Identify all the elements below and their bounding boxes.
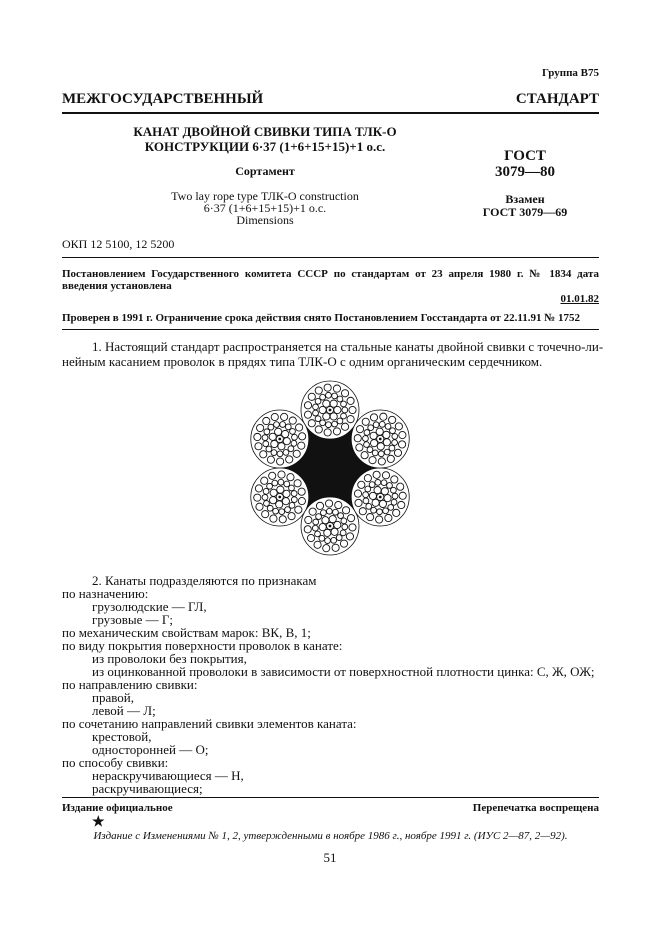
wire bbox=[334, 521, 341, 528]
decree-rule bbox=[62, 329, 599, 330]
wire bbox=[334, 406, 341, 413]
wire bbox=[379, 421, 385, 427]
wire bbox=[308, 393, 315, 400]
wire bbox=[395, 423, 402, 430]
wire bbox=[342, 524, 348, 530]
wire bbox=[313, 410, 319, 416]
wire bbox=[280, 422, 286, 428]
list-heading-lay-direction: по направлению свивки: bbox=[62, 677, 198, 692]
reprint-prohibited: Перепечатка воспрещена bbox=[472, 802, 599, 814]
strand-center bbox=[278, 496, 281, 499]
list-item-zinc: из оцинкованной проволоки в зависимости от поверхностной плотности цинка: С, Ж, ОЖ; bbox=[92, 664, 595, 679]
wire bbox=[378, 458, 385, 465]
wire bbox=[262, 435, 268, 441]
wire bbox=[369, 457, 376, 464]
wire bbox=[267, 456, 274, 463]
wire bbox=[285, 507, 291, 513]
wire bbox=[283, 450, 289, 456]
list-item-lang: односторонней — О; bbox=[92, 742, 209, 757]
wire bbox=[319, 406, 326, 413]
wire bbox=[354, 435, 361, 442]
wire bbox=[291, 491, 297, 497]
wire bbox=[304, 411, 311, 418]
wire bbox=[380, 413, 387, 420]
wire bbox=[324, 429, 331, 436]
wire bbox=[257, 424, 264, 431]
wire bbox=[382, 472, 389, 479]
wire bbox=[383, 431, 390, 438]
wire bbox=[326, 422, 332, 428]
wire bbox=[281, 413, 288, 420]
wire bbox=[372, 499, 379, 506]
wire bbox=[347, 397, 354, 404]
strand-center bbox=[379, 438, 382, 441]
wire bbox=[295, 424, 302, 431]
wire bbox=[274, 422, 280, 428]
wire bbox=[367, 513, 374, 520]
wire bbox=[359, 508, 366, 515]
wire bbox=[342, 407, 348, 413]
okp-rule bbox=[62, 257, 599, 258]
wire bbox=[374, 487, 381, 494]
wire bbox=[287, 474, 294, 481]
wire bbox=[373, 471, 380, 478]
wire bbox=[392, 434, 398, 440]
wire bbox=[255, 443, 262, 450]
wire bbox=[347, 515, 354, 522]
wire bbox=[295, 506, 302, 513]
decree-text-line-2: введения установлена bbox=[62, 280, 172, 292]
list-heading-mechanical: по механическим свойствам марок: ВК, В, 1; bbox=[62, 625, 311, 640]
wire bbox=[313, 519, 319, 525]
wire bbox=[384, 495, 391, 502]
wire bbox=[332, 544, 339, 551]
strand-center bbox=[329, 409, 332, 412]
wire bbox=[373, 422, 379, 428]
list-item-no-coating: из проволоки без покрытия, bbox=[92, 651, 247, 666]
wire bbox=[356, 444, 363, 451]
wire bbox=[388, 505, 394, 511]
wire bbox=[298, 488, 305, 495]
english-title-line-1: Two lay rope type ТЛК-О construction bbox=[171, 189, 359, 203]
wire bbox=[330, 413, 337, 420]
wire bbox=[269, 497, 276, 504]
wire bbox=[320, 394, 326, 400]
wire bbox=[384, 449, 390, 455]
wire bbox=[378, 451, 384, 457]
wire bbox=[391, 476, 398, 483]
wire bbox=[390, 428, 396, 434]
rope-strands bbox=[251, 381, 409, 555]
list-heading-lay-combination: по сочетанию направлений свивки элементов каната: bbox=[62, 716, 357, 731]
wire bbox=[325, 500, 332, 507]
wire bbox=[331, 528, 338, 535]
gost-number: 3079—80 bbox=[495, 164, 555, 180]
list-item-right: правой, bbox=[92, 690, 134, 705]
wire bbox=[313, 404, 319, 410]
wire bbox=[347, 416, 354, 423]
wire bbox=[363, 436, 369, 442]
wire bbox=[264, 501, 270, 507]
wire bbox=[266, 446, 272, 452]
wire bbox=[333, 428, 340, 435]
paragraph-1-line-2: нейным касанием проволок в прядях типа ТЛК-О с одним органическим сердечником. bbox=[62, 354, 543, 369]
wire bbox=[298, 442, 305, 449]
wire bbox=[298, 497, 305, 504]
wire bbox=[294, 480, 301, 487]
wire bbox=[335, 501, 342, 508]
wire bbox=[255, 485, 262, 492]
wire bbox=[342, 507, 349, 514]
wire bbox=[261, 477, 268, 484]
list-item-g: грузовые — Г; bbox=[92, 612, 173, 627]
paragraph-1-line-1: 1. Настоящий стандарт распространяется на стальные канаты двойной свивки с точечно-ли- bbox=[92, 339, 604, 354]
wire bbox=[326, 392, 332, 398]
wire bbox=[282, 498, 289, 505]
wire bbox=[331, 537, 337, 543]
wire bbox=[340, 540, 347, 547]
wire bbox=[362, 418, 369, 425]
group-code: Группа В75 bbox=[541, 67, 599, 79]
sortament-label: Сортамент bbox=[235, 164, 295, 178]
gost-label: ГОСТ bbox=[504, 148, 546, 164]
wire bbox=[260, 451, 267, 458]
wire bbox=[389, 416, 396, 423]
wire bbox=[269, 472, 276, 479]
wire bbox=[315, 531, 321, 537]
strand-center bbox=[329, 525, 332, 528]
wire bbox=[376, 428, 383, 435]
wire bbox=[370, 414, 377, 421]
wire bbox=[333, 509, 339, 515]
wire bbox=[349, 524, 356, 531]
wire bbox=[267, 483, 273, 489]
list-heading-coating: по виду покрытия поверхности проволок в канате: bbox=[62, 638, 343, 653]
wire bbox=[376, 516, 383, 523]
wire bbox=[289, 417, 296, 424]
strand-center bbox=[278, 438, 281, 441]
wire bbox=[392, 440, 398, 446]
wire bbox=[325, 538, 331, 544]
wire bbox=[315, 426, 322, 433]
wire bbox=[292, 434, 298, 440]
wire bbox=[377, 509, 383, 515]
wire bbox=[324, 384, 331, 391]
english-title-line-3: Dimensions bbox=[236, 213, 294, 227]
wire bbox=[383, 439, 390, 446]
decree-text-line-1: Постановлением Государственного комитета СССР по стандартам от 23 апреля 1980 г. № 1834 дата bbox=[62, 268, 599, 280]
wire bbox=[254, 494, 261, 501]
wire bbox=[262, 495, 268, 501]
wire bbox=[315, 387, 322, 394]
wire bbox=[319, 523, 326, 530]
wire bbox=[355, 499, 362, 506]
wire bbox=[363, 498, 369, 504]
wire bbox=[314, 541, 321, 548]
list-item-gl: грузолюдские — ГЛ, bbox=[92, 599, 207, 614]
wire bbox=[332, 393, 338, 399]
wire bbox=[308, 420, 315, 427]
rope-cross-section-figure bbox=[240, 373, 420, 563]
strand-center bbox=[379, 496, 382, 499]
wire bbox=[340, 530, 346, 536]
wire bbox=[341, 401, 347, 407]
instead-label: Взамен bbox=[505, 192, 545, 206]
wire bbox=[288, 513, 295, 520]
wire bbox=[304, 402, 311, 409]
wire bbox=[270, 489, 277, 496]
footer-rule bbox=[62, 797, 599, 798]
official-edition: Издание официальное bbox=[62, 802, 173, 814]
wire bbox=[263, 488, 269, 494]
wire bbox=[275, 428, 282, 435]
wire bbox=[338, 513, 344, 519]
wire bbox=[381, 488, 388, 495]
wire bbox=[363, 492, 369, 498]
wire bbox=[330, 400, 337, 407]
wire bbox=[337, 418, 343, 424]
wire bbox=[372, 450, 378, 456]
wire bbox=[358, 481, 365, 488]
wire bbox=[312, 525, 318, 531]
wire bbox=[381, 480, 387, 486]
wire bbox=[291, 497, 297, 503]
wire bbox=[278, 443, 285, 450]
wire bbox=[387, 455, 394, 462]
wire bbox=[356, 426, 363, 433]
wire bbox=[305, 516, 312, 523]
wire bbox=[333, 385, 340, 392]
wire bbox=[332, 421, 338, 427]
wire bbox=[393, 509, 400, 516]
wire bbox=[399, 492, 406, 499]
wire bbox=[263, 417, 270, 424]
wire bbox=[278, 471, 285, 478]
wire bbox=[273, 508, 279, 514]
wire bbox=[316, 502, 323, 509]
wire bbox=[254, 433, 261, 440]
wire bbox=[364, 442, 370, 448]
wire bbox=[309, 508, 316, 515]
wire bbox=[326, 508, 332, 514]
wire bbox=[272, 480, 278, 486]
wire bbox=[256, 503, 263, 510]
wire bbox=[346, 533, 353, 540]
title-line-2: КОНСТРУКЦИИ 6·37 (1+6+15+15)+1 о.с. bbox=[144, 139, 386, 154]
wire bbox=[263, 441, 269, 447]
okp-code: ОКП 12 5100, 12 5200 bbox=[62, 237, 175, 251]
header-rule bbox=[62, 112, 599, 114]
wire bbox=[399, 431, 406, 438]
star-icon: ★ bbox=[92, 815, 105, 830]
wire bbox=[315, 416, 321, 422]
wire bbox=[368, 425, 374, 431]
wire bbox=[277, 451, 283, 457]
interstate-standard-heading: МЕЖГОСУДАРСТВЕННЫЙ СТАНДАРТ bbox=[62, 91, 599, 107]
wire bbox=[304, 526, 311, 533]
wire bbox=[366, 503, 372, 509]
wire bbox=[289, 485, 295, 491]
wire bbox=[394, 449, 401, 456]
wire bbox=[299, 433, 306, 440]
wire bbox=[341, 518, 347, 524]
wire bbox=[361, 452, 368, 459]
wire bbox=[321, 510, 327, 516]
wire bbox=[268, 424, 274, 430]
wire bbox=[307, 534, 314, 541]
wire bbox=[354, 490, 361, 497]
list-item-left: левой — Л; bbox=[92, 703, 156, 718]
list-item-spinning: раскручивающиеся; bbox=[92, 781, 203, 796]
wire bbox=[349, 406, 356, 413]
list-heading-purpose: по назначению: bbox=[62, 586, 149, 601]
wire bbox=[392, 493, 398, 499]
wire bbox=[398, 501, 405, 508]
wire bbox=[283, 490, 290, 497]
wire bbox=[290, 429, 296, 435]
wire bbox=[323, 545, 330, 552]
wire bbox=[322, 517, 329, 524]
wire bbox=[278, 479, 284, 485]
wire bbox=[279, 509, 285, 515]
wire bbox=[286, 456, 293, 463]
wire bbox=[291, 440, 297, 446]
wire bbox=[385, 514, 392, 521]
list-item-cross: крестовой, bbox=[92, 729, 152, 744]
wire bbox=[398, 441, 405, 448]
wire bbox=[390, 487, 396, 493]
wire bbox=[271, 440, 278, 447]
wire bbox=[271, 413, 278, 420]
wire bbox=[271, 450, 277, 456]
wire bbox=[279, 516, 286, 523]
title-line-1: КАНАТ ДВОЙНОЙ СВИВКИ ТИПА ТЛК-О bbox=[133, 124, 397, 139]
wire bbox=[383, 508, 389, 514]
wire bbox=[323, 400, 330, 407]
list-heading-lay-method: по способу свивки: bbox=[62, 755, 169, 770]
wire bbox=[293, 450, 300, 457]
revision-note: Проверен в 1991 г. Ограничение срока действия снято Постановлением Госстандарта от 22.11.91 № 1752 bbox=[62, 312, 581, 324]
introduction-date: 01.01.82 bbox=[560, 293, 599, 305]
wire bbox=[262, 511, 269, 518]
wire bbox=[341, 390, 348, 397]
wire bbox=[375, 479, 381, 485]
wire bbox=[370, 440, 377, 447]
wire bbox=[369, 482, 375, 488]
wire bbox=[282, 430, 289, 437]
list-item-non-spinning: нераскручивающиеся — Н, bbox=[92, 768, 244, 783]
wire bbox=[397, 483, 404, 490]
wire bbox=[270, 515, 277, 522]
wire bbox=[341, 423, 348, 430]
wire bbox=[367, 447, 373, 453]
wire bbox=[391, 499, 397, 505]
english-title-line-2: 6·37 (1+6+15+15)+1 о.с. bbox=[203, 201, 327, 215]
wire bbox=[364, 475, 371, 482]
old-gost-number: ГОСТ 3079—69 bbox=[482, 205, 568, 219]
paragraph-2-intro: 2. Канаты подразделяются по признакам bbox=[92, 573, 317, 588]
wire bbox=[276, 458, 283, 465]
page-number: 51 bbox=[323, 850, 337, 865]
wire bbox=[323, 413, 330, 420]
edition-note: Издание с Изменениями № 1, 2, утвержденными в ноябре 1986 г., ноябре 1991 г. (ИУС 2—87, 2—92). bbox=[93, 830, 568, 842]
